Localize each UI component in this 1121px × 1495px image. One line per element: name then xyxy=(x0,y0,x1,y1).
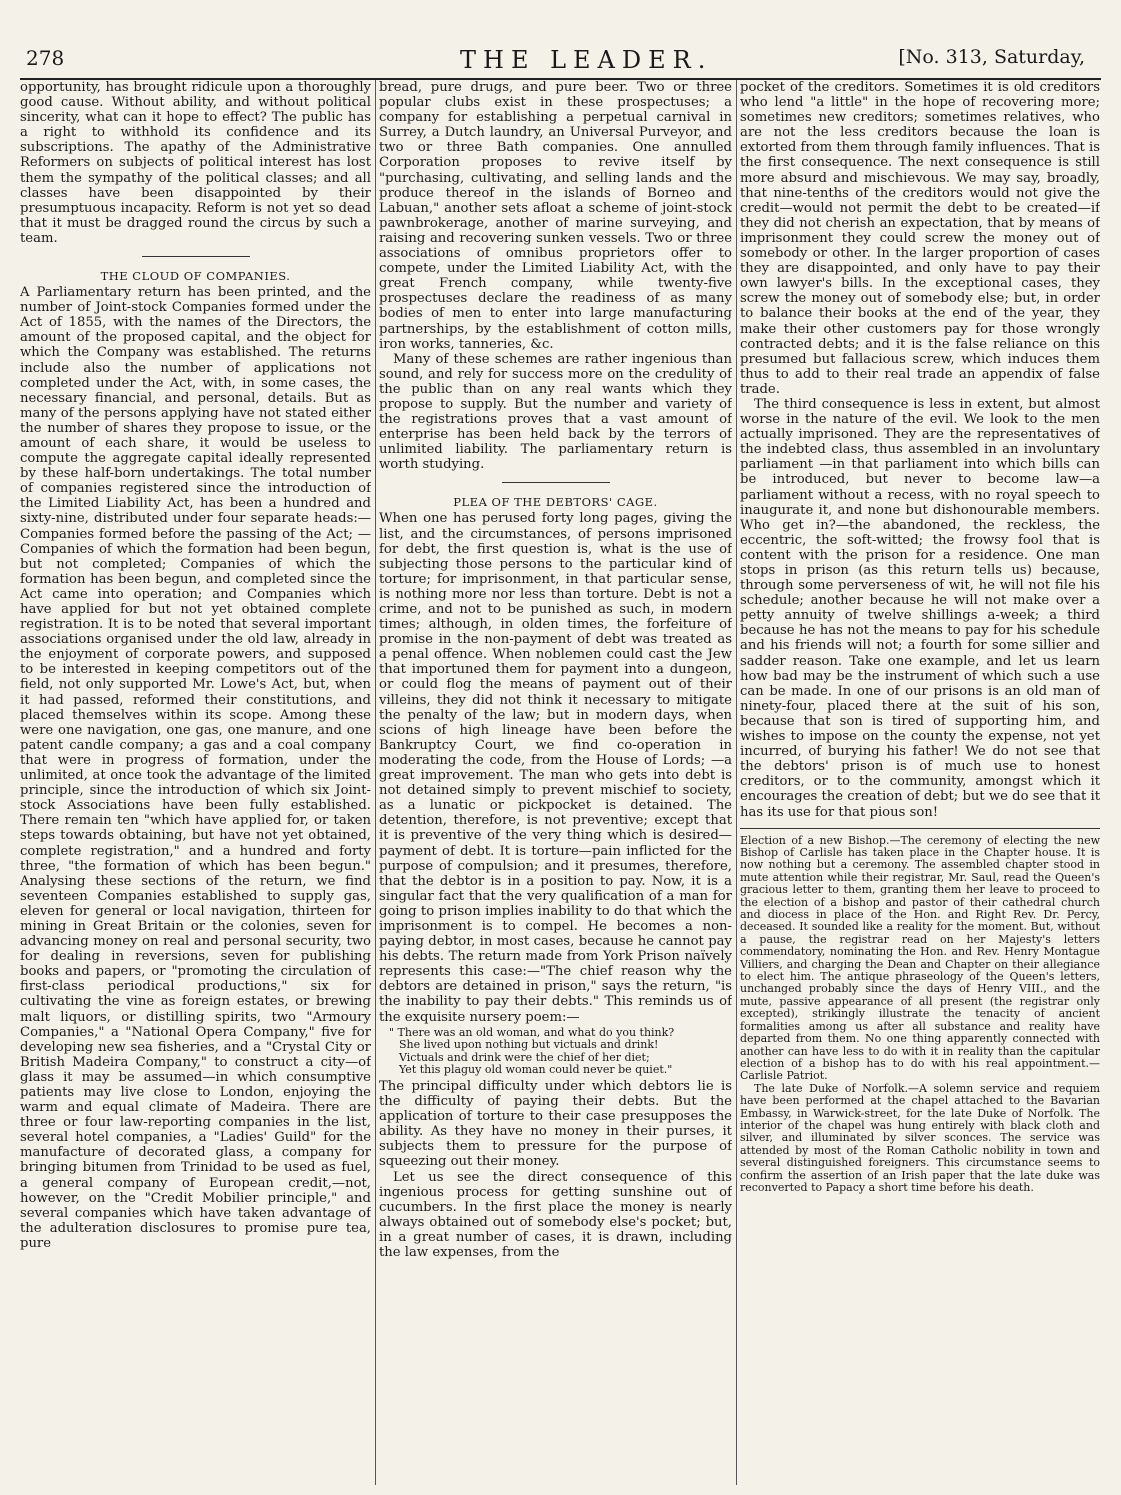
poem-line: Yet this plaguy old woman could never be quiet." xyxy=(399,1063,673,1077)
column-3 xyxy=(740,80,1100,1485)
article-paragraph: A Parliamentary return has been printed, and the number of Joint-stock Companies formed under the Act of 1855, with the names of the Directors, the amount of the proposed capital, and the object for which the Company was established. The returns include also the number of applications not completed under the Act, with, in some cases, the necessary financial, and personal, details. But as many of the persons applying have not stated either the number of shares they propose to issue, or the amount of each share, it would be useless to compute the aggregate capital ideally represented by these half-born undertakings. The total number of companies registered since the introduction of the Limited Liability Act, has been a hundred and sixty-nine, distributed under four separate heads:—Companies formed before the passing of the Act; —Companies of which the formation had been begun, but not completed; Companies of which the formation has been begun, and completed since the Act came into operation; and Companies which have applied for but not yet obtained complete registration. It is to be noted that several important associations organised under the old law, already in the enjoyment of corporate powers, and supposed to be interested in keeping competitors out of the field, not only supported Mr. Lowe's Act, but, when it had passed, reformed their constitutions, and placed themselves within its scope. Among these were one navigation, one gas, one manure, and one patent candle company; a gas and a coal company that were in progress of formation, under the unlimited, at once took the advantage of the limited principle, since the introduction of which six Joint-stock Associations have been fully established. There remain ten "which have applied for, or taken steps towards obtaining, but have not yet obtained, complete registration," and a hundred and forty three, "the formation of which has been begun." Analysing these sections of the return, we find seventeen Companies established to supply gas, eleven for general or local navigation, thirteen for mining in Great Britain or the colonies, seven for advancing money on real and personal security, two for dealing in reversions, seven for publishing books and papers, or "promoting the circulation of first-class periodical productions," six for cultivating the vine as foreign estates, or brewing malt liquors, or distilling spirits, two "Armoury Companies," a "National Opera Company," five for developing new sea fisheries, and a "Crystal City or British Madeira Company," to construct a city—of glass it may be assumed—in which consumptive patients may live close to London, enjoying the warm and equal climate of Madeira. There are three or four law-reporting companies in the list, several hotel companies, a "Ladies' Guild" for the manufacture of decorated glass, a company for bringing bitumen from Trinidad to be used as fuel, a general company of European credit,—not, however, on the "Credit Mobilier principle," and several companies which have taken advantage of the adulteration disclosures to promise pure tea, pure xyxy=(20,285,371,1251)
column-1 xyxy=(20,80,371,1485)
section-divider xyxy=(502,482,610,483)
nursery-poem xyxy=(389,1027,732,1077)
poem-line: She lived upon nothing but victuals and drink! xyxy=(399,1038,659,1052)
poem-line: Victuals and drink were the chief of her diet; xyxy=(399,1050,650,1064)
article-paragraph: Many of these schemes are rather ingenious than sound, and rely for success more on the credulity of the public than on any real wants which they propose to supply. But the number and variety of the registrations proves that a vast amount of enterprise has been held back by the terrors of unlimited liability. The parliamentary return is worth studying. xyxy=(379,351,732,473)
article-paragraph: bread, pure drugs, and pure beer. Two or three popular clubs exist in these prospectuses; a company for establishing a perpetual carnival in Surrey, a Dutch laundry, an Universal Purveyor, and two or three Bath companies. One annulled Corporation proposes to revive itself by "purchasing, cultivating, and selling lands and the produce thereof in the islands of Borneo and Labuan," another sets afloat a scheme of joint-stock pawnbrokerage, another of marine surveying, and raising and recovering sunken vessels. Two or three associations of omnibus proprietors offer to compete, under the Limited Liability Act, with the great French company, while twenty-five prospectuses declare the readiness of as many bodies of men to enter into large manufacturing partnerships, by the establishment of cotton mills, iron works, tanneries, &c. xyxy=(379,80,732,352)
news-item-bishop: Election of a new Bishop.—The ceremony of electing the new Bishop of Carlisle has taken place in the Chapter house. It is now nothing but a ceremony. The assembled chapter stood in mute attention while their registrar, Mr. Saul, read the Queen's gracious letter to them, granting them her leave to proceed to the election of a bishop and pastor of their cathedral church and diocess in place of the Hon. and Right Rev. Dr. Percy, deceased. It sounded like a reality for the moment. But, without a pause, the registrar read on her Majesty's letters commendatory, nominating the Hon. and Rev. Henry Montague Villiers, and charging the Dean and Chapter on their allegiance to elect him. The antique phraseology of the Queen's letters, unchanged probably since the days of Henry VIII., and the mute, passive appearance of all present (the registrar only excepted), strikingly illustrate the tenacity of ancient formalities among us after all substance and reality have departed from them. No one thing apparently connected with another can have less to do with it in reality than the capitular election of a bishop has to do with his real appointment.—Carlisle Patriot. xyxy=(740,833,1100,1083)
section-heading-debtors: PLEA OF THE DEBTORS' CAGE. xyxy=(453,495,658,510)
section-divider xyxy=(740,828,1100,829)
article-columns xyxy=(20,80,1101,1485)
section-divider xyxy=(142,256,250,257)
article-paragraph: The principal difficulty under which debtors lie is the difficulty of paying their debts. But the application of torture to their case presupposes the ability. As they have no money in their purses, it subjects them to pressure for the purpose of squeezing out their money. xyxy=(379,1079,732,1170)
poem-line: " There was an old woman, and what do you think? xyxy=(389,1025,675,1039)
article-paragraph: When one has perused forty long pages, giving the list, and the circumstances, of persons imprisoned for debt, the first question is, what is the use of subjecting those persons to the particular kind of torture; for imprisonment, in that particular sense, is nothing more nor less than torture. Debt is not a crime, and not to be punished as such, in modern times; although, in olden times, the forfeiture of promise in the non-payment of debt was treated as a penal offence. When noblemen could cast the Jew that importuned them for payment into a dungeon, or could flog the means of payment out of their villeins, they did not think it necessary to mitigate the penalty of the law; but in modern days, when scions of high lineage have been before the Bankruptcy Court, we find co-operation in moderating the code, from the House of Lords; —a great improvement. The man who gets into debt is not detained simply to prevent mischief to society, as a lunatic or pickpocket is detained. The detention, therefore, is not preventive; except that it is preventive of the very thing which is desired—payment of debt. It is torture—pain inflicted for the purpose of compulsion; and it presumes, therefore, that the debtor is in a position to pay. Now, it is a singular fact that the very qualification of a man for going to prison implies inability to do that which the imprisonment is to compel. He becomes a non-paying debtor, in most cases, because he cannot pay his debts. The return made from York Prison naïvely represents this case:—"The chief reason why the debtors are detained in prison," says the return, "is the inability to pay their debts." This reminds us of the exquisite nursery poem:— xyxy=(379,511,732,1025)
article-paragraph: opportunity, has brought ridicule upon a thoroughly good cause. Without ability, and without political sincerity, what can it hope to effect? The public has a right to withhold its confidence and its subscriptions. The apathy of the Administrative Reformers on subjects of political interest has lost them the sympathy of the political classes; and all classes have been disappointed by their presumptuous incapacity. Reform is not yet so dead that it must be dragged round the circus by such a team. xyxy=(20,80,371,246)
article-paragraph: The third consequence is less in extent, but almost worse in the nature of the evil. We look to the men actually imprisoned. They are the representatives of the indebted class, thus assembled in an involuntary parliament —in that parliament into which bills can be introduced, but never to become law—a parliament without a recess, with no royal speech to inaugurate it, and none but dishonourable members. Who get in?—the abandoned, the reckless, the eccentric, the soft-witted; the frowsy fool that is content with the prison for a residence. One man stops in prison (as this return tells us) because, through some perverseness of wit, he will not file his schedule; another because he will not make over a petty annuity of twelve shillings a-week; a third because he has not the means to pay for his schedule and his friends will not; a fourth for some sillier and sadder reason. Take one example, and let us learn how bad may be the instrument of which such a use can be made. In one of our prisons is an old man of ninety-four, placed there at the suit of his son, because that son is tired of supporting him, and wishes to impose on the county the expense, not yet incurred, of burying his father! We do not see that the debtors' prison is of much use to honest creditors, or to the community, amongst which it encourages the creation of debt; but we do see that it has its use for that pious son! xyxy=(740,396,1100,820)
column-rule xyxy=(736,80,737,1485)
column-2 xyxy=(379,80,732,1485)
article-paragraph: pocket of the creditors. Sometimes it is old creditors who lend "a little" in the hope of recovering more; sometimes new creditors; sometimes relatives, who are not the less creditors because the loan is extorted from them through family influences. That is the first consequence. The next consequence is still more absurd and mischievous. We may say, broadly, that nine-tenths of the creditors would not give the credit—would not permit the debt to be created—if they did not cherish an expectation, that by means of imprisonment they could screw the money out of somebody or other. In the larger proportion of cases they are disappointed, and only have to pay their own lawyer's bills. In the exceptional cases, they screw the money out of somebody else; but, in order to balance their books at the end of the year, they make their other customers pay for those wrongly contracted debts; and it is the false reliance on this presumed but fallacious screw, which induces them thus to add to their real trade an appendix of false trade. xyxy=(740,80,1100,397)
section-heading-companies: THE CLOUD OF COMPANIES. xyxy=(100,269,291,284)
news-item-norfolk: The late Duke of Norfolk.—A solemn service and requiem have been performed at the chapel attached to the Bavarian Embassy, in Warwick-street, for the late Duke of Norfolk. The interior of the chapel was hung entirely with black cloth and silver, and illuminated by silver sconces. The service was attended by most of the Roman Catholic nobility in town and several distinguished foreigners. This circumstance seems to confirm the assertion of an Irish paper that the late duke was reconverted to Papacy a short time before his death. xyxy=(740,1081,1100,1194)
issue-info: [No. 313, Saturday, xyxy=(898,46,1085,68)
newspaper-title: THE LEADER. xyxy=(460,46,713,74)
masthead xyxy=(20,42,1101,80)
page-number: 278 xyxy=(26,46,65,70)
column-rule xyxy=(375,80,376,1485)
news-items xyxy=(740,835,1100,1195)
article-paragraph: Let us see the direct consequence of this ingenious process for getting sunshine out of cucumbers. In the first place the money is nearly always obtained out of somebody else's pocket; but, in a great number of cases, it is drawn, including the law expenses, from the xyxy=(379,1169,732,1261)
